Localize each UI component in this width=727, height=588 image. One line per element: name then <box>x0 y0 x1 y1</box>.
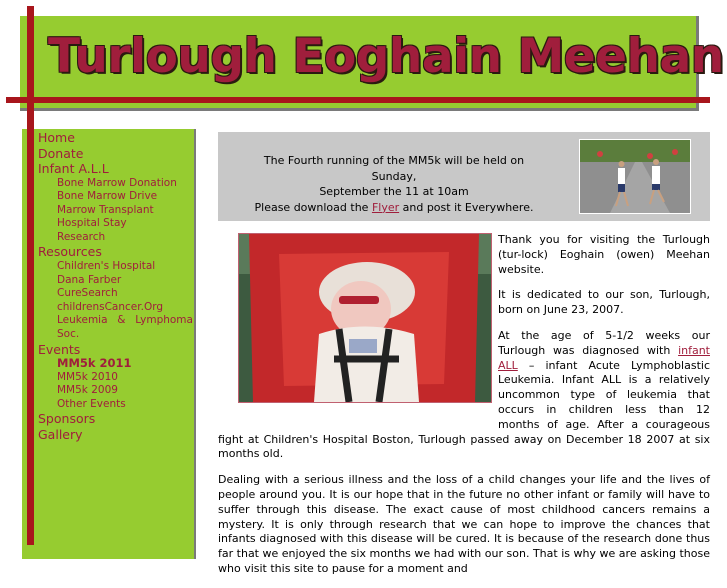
announcement-line-3 <box>244 200 544 216</box>
diagnosis-text-before: At the age of 5-1/2 weeks our Turlough was diagnosed with <box>498 328 710 357</box>
flyer-link[interactable]: Flyer <box>371 200 400 214</box>
nav-mm5k-2009[interactable]: MM5k 2009 <box>57 384 118 397</box>
nav-leukemia-soc[interactable]: Soc. <box>57 327 80 340</box>
nav-childrens-hospital[interactable]: Children's Hospital <box>57 259 156 272</box>
announcement-box <box>218 132 710 221</box>
horizontal-divider-bar <box>6 97 710 103</box>
nav-lymphoma-word: Lymphoma <box>135 314 193 327</box>
vertical-divider-bar <box>27 6 34 545</box>
nav-events[interactable]: Events <box>38 341 81 357</box>
announcement-line-1: The Fourth running of the MM5k will be held on Sunday, <box>263 154 525 183</box>
photo-float-spacer <box>218 233 498 419</box>
nav-infant-all[interactable]: Infant A.L.L <box>38 161 109 176</box>
nav-bone-marrow-donation[interactable]: Bone Marrow Donation <box>57 176 177 189</box>
announcement-text-before: Please download the <box>254 200 372 214</box>
nav-other-events[interactable]: Other Events <box>57 397 126 410</box>
site-title: Turlough Eoghain Meehan <box>48 29 724 84</box>
nav-mm5k-2011[interactable]: MM5k 2011 <box>57 356 132 371</box>
diagnosis-text-after: – infant Acute Lymphoblastic Leukemia. Infant ALL is a relatively uncommon type of leukemia that occurs in children less than 12 months of age. After a courageous fight at Children's Hospital Boston, Turlough passed away on December 18 2007 at six months old. <box>218 358 710 461</box>
nav-bone-marrow-drive[interactable]: Bone Marrow Drive <box>57 190 158 203</box>
sidebar-nav <box>38 130 193 442</box>
nav-curesearch[interactable]: CureSearch <box>57 287 118 300</box>
infant-all-link[interactable]: infant ALL <box>498 343 710 372</box>
race-photo-image <box>580 140 690 213</box>
research-paragraph: Dealing with a serious illness and the loss of a child changes your life and the lives of people around you. It is our hope that in the future no other infant or family will have to suffer through this disease. The exact cause of most childhood cancers remains a mystery. It is only through research that we can hope to improve the chances that infants diagnosed with this disease will be cured. It is because of the research done thus far that we enjoyed the six months we had with our son. That is why we are asking those who visit this site to pause for a moment and <box>218 473 710 575</box>
main-content <box>218 233 710 588</box>
nav-marrow-transplant[interactable]: Marrow Transplant <box>57 203 154 216</box>
nav-leukemia-word: Leukemia <box>57 314 108 327</box>
announcement-text <box>244 153 544 215</box>
nav-ampersand: & <box>117 314 126 327</box>
nav-hospital-stay[interactable]: Hospital Stay <box>57 217 127 230</box>
nav-gallery[interactable]: Gallery <box>38 426 83 442</box>
announcement-text-after: and post it Everywhere. <box>399 200 534 214</box>
announcement-line-2: September the 11 at 10am <box>319 185 469 199</box>
nav-home[interactable]: Home <box>38 130 75 145</box>
nav-dana-farber[interactable]: Dana Farber <box>57 273 122 286</box>
nav-mm5k-2010[interactable]: MM5k 2010 <box>57 370 118 383</box>
dedication-paragraph: It is dedicated to our son, Turlough, born on June 23, 2007. <box>498 288 710 317</box>
race-photo <box>579 139 691 214</box>
intro-paragraph: Thank you for visiting the Turlough (tur-lock) Eoghain (owen) Meehan website. <box>498 233 710 276</box>
nav-research[interactable]: Research <box>57 230 106 243</box>
nav-sponsors[interactable]: Sponsors <box>38 411 96 427</box>
nav-donate[interactable]: Donate <box>38 145 84 161</box>
nav-leukemia-lymphoma[interactable] <box>38 314 193 328</box>
nav-childrens-cancer[interactable]: childrensCancer.Org <box>57 300 164 313</box>
nav-resources[interactable]: Resources <box>38 244 102 260</box>
